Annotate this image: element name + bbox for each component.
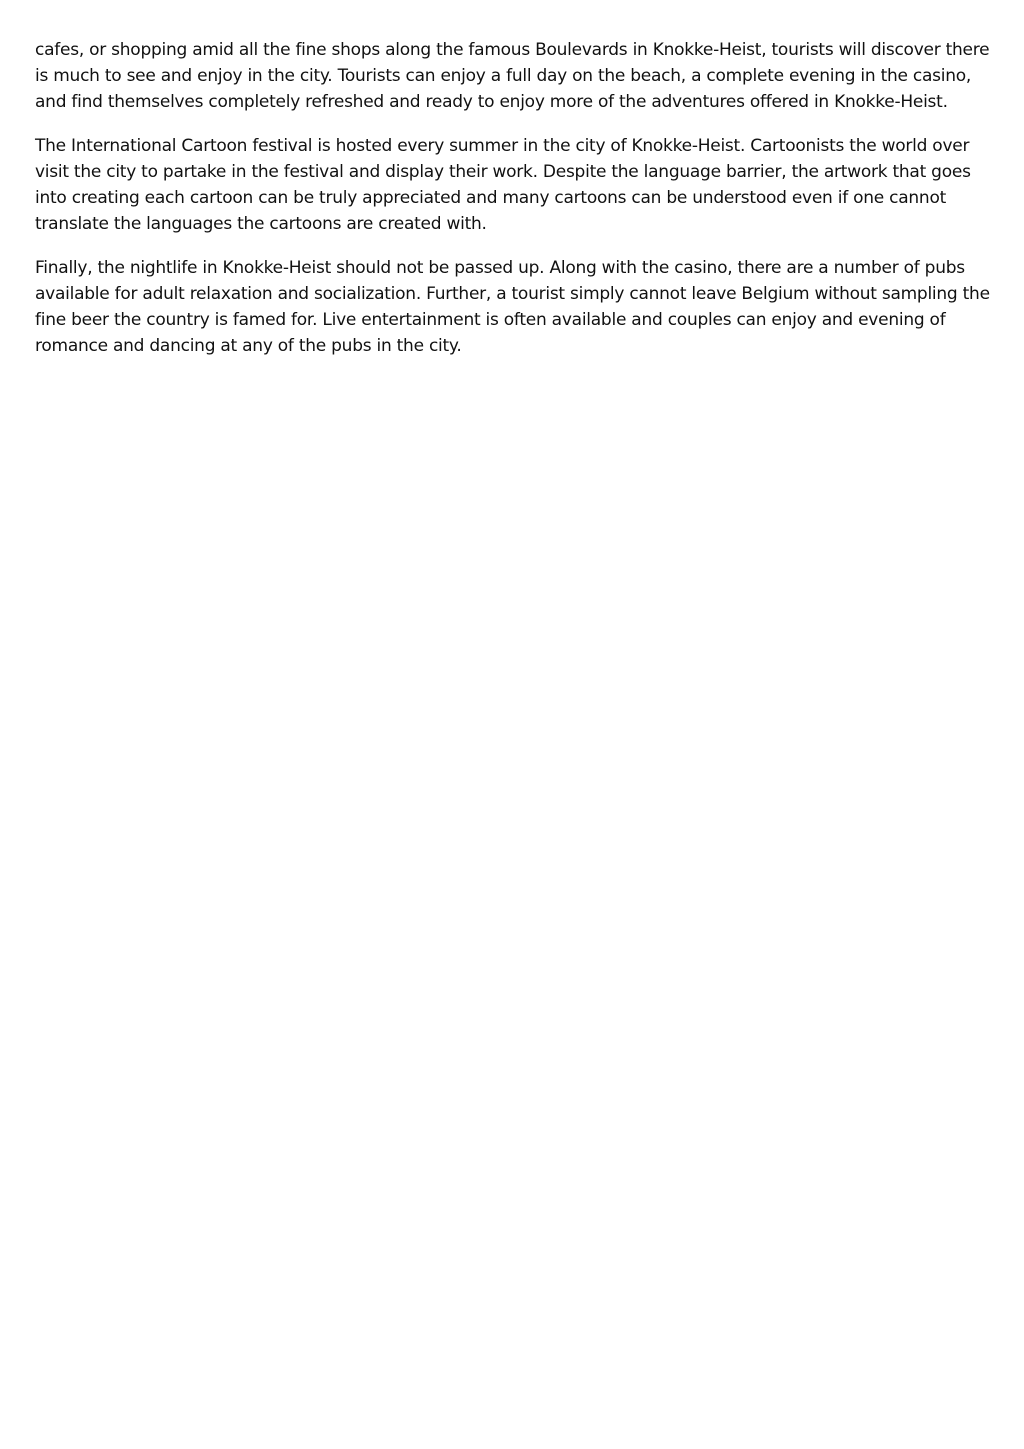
paragraph-cartoon-festival: The International Cartoon festival is hosted every summer in the city of Knokke-Heist. Cartoonists the world over visit the city to partake in the festival and display their work. Despite the language barrier, the artwork that goes into creating each cartoon can be truly appreciated and many cartoons can be understood even if one cannot translate the languages the cartoons are created with. — [35, 136, 971, 234]
paragraph-nightlife: Finally, the nightlife in Knokke-Heist should not be passed up. Along with the casino, there are a number of pubs available for adult relaxation and socialization. Further, a tourist simply cannot leave Belgium without sampling the fine beer the country is famed for. Live entertainment is often available and couples can enjoy and evening of romance and dancing at any of the pubs in the city. — [35, 258, 990, 356]
paragraph-shopping-and-beach: cafes, or shopping amid all the fine shops along the famous Boulevards in Knokke-Heist, tourists will discover there is much to see and enjoy in the city. Tourists can enjoy a full day on the beach, a complete evening in the casino, and find themselves completely refreshed and ready to enjoy more of the adventures offered in Knokke-Heist. — [35, 40, 990, 112]
